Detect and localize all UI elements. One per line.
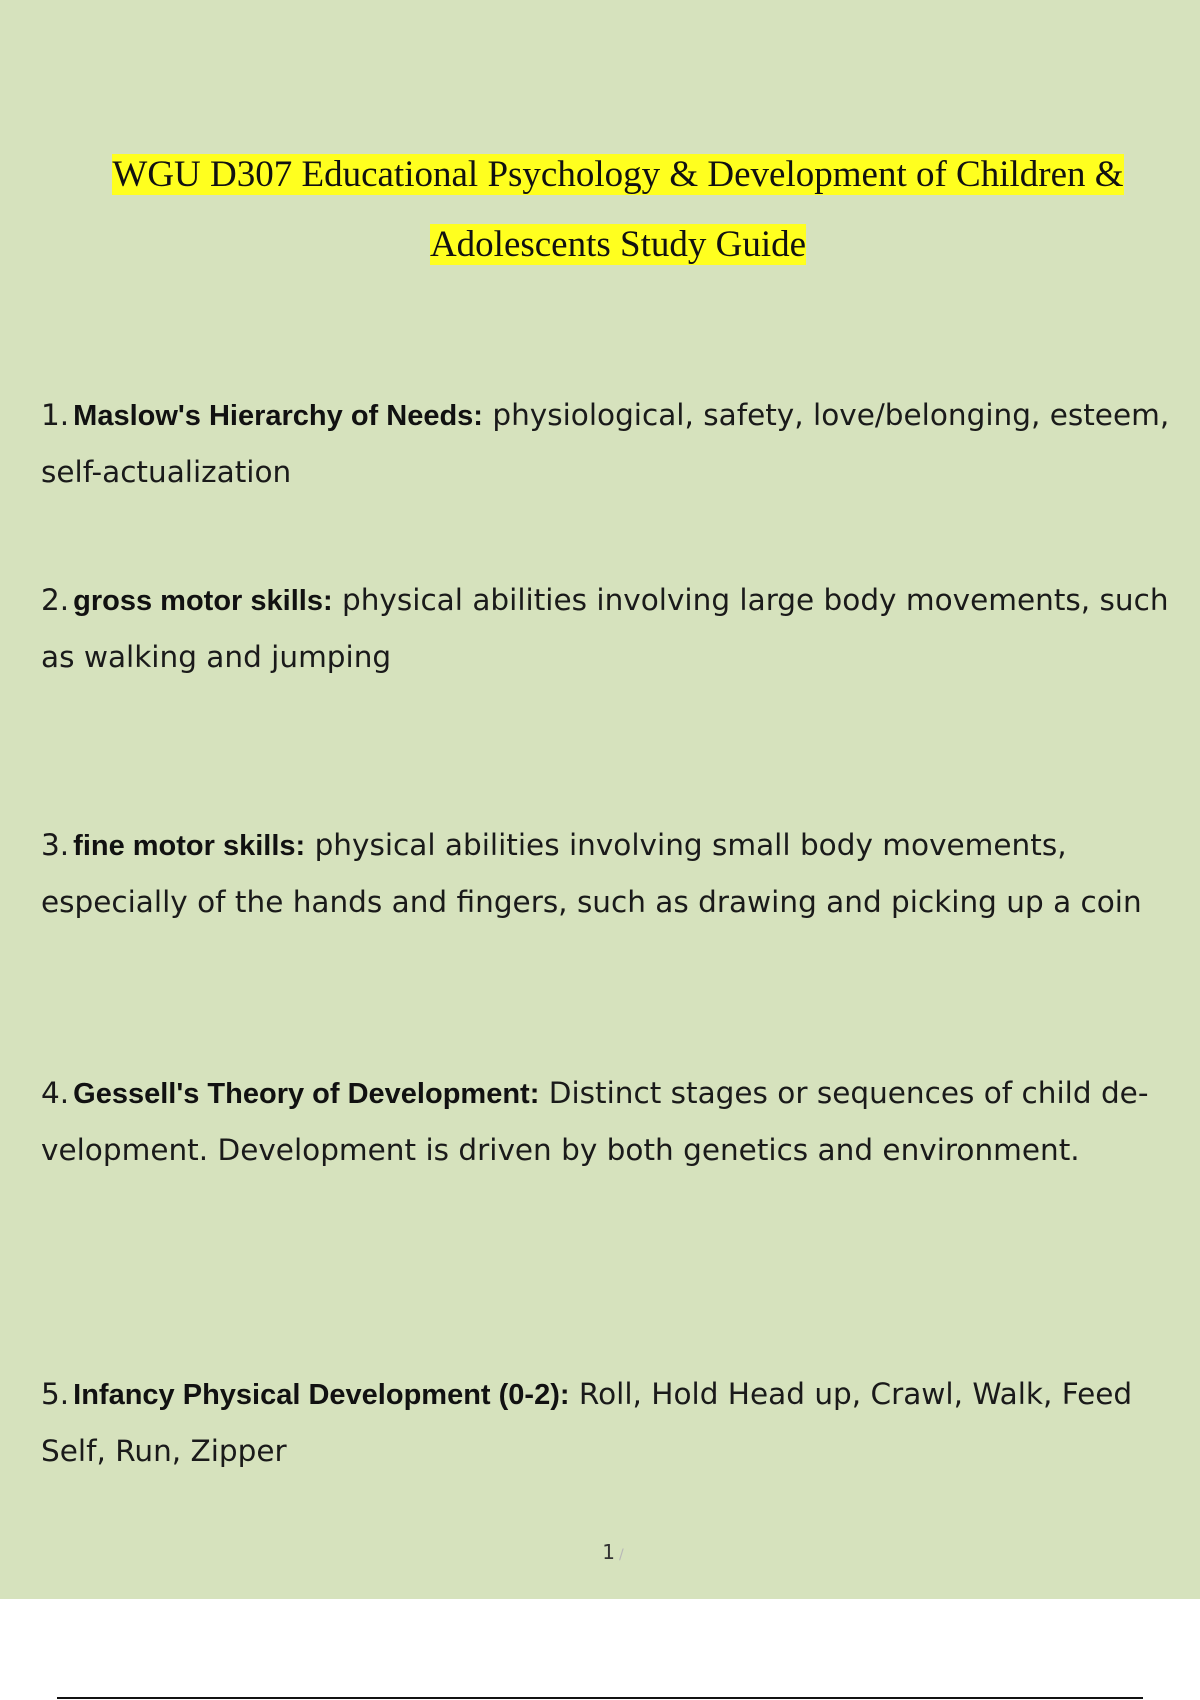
study-item-1 — [41, 387, 1191, 500]
item-number: 5. — [41, 1377, 70, 1411]
item-term: gross motor skills: — [73, 585, 333, 617]
item-definition: Roll, Hold Head up, Crawl, Walk, Feed Self, Run, Zipper — [41, 1377, 1133, 1468]
item-definition: Distinct stages or sequences of child de- velopment. Development is driven by both genetics and environment. — [41, 1076, 1149, 1167]
item-number: 4. — [41, 1076, 70, 1110]
document-title — [0, 140, 1200, 280]
title-line-1: WGU D307 Educational Psychology & Development of Children & — [112, 154, 1124, 195]
item-definition: physical abilities involving large body movements, such as walking and jumping — [41, 583, 1169, 674]
item-term: Gessell's Theory of Development: — [73, 1078, 540, 1110]
study-item-2 — [41, 572, 1191, 685]
item-number: 3. — [41, 828, 70, 862]
item-number: 1. — [41, 398, 70, 432]
page-number-separator: / — [619, 1547, 624, 1563]
item-definition: physical abilities involving small body movements, especially of the hands and fingers, such as drawing and picking up a coin — [41, 828, 1142, 919]
title-line-2: Adolescents Study Guide — [429, 224, 807, 265]
item-number: 2. — [41, 583, 70, 617]
item-definition: physiological, safety, love/belonging, esteem, self-actualization — [41, 398, 1170, 489]
study-item-5 — [41, 1366, 1191, 1479]
footer-divider — [57, 1697, 1143, 1699]
study-item-4 — [41, 1065, 1191, 1178]
item-term: Infancy Physical Development (0-2): — [73, 1379, 570, 1411]
page-number-value: 1 — [602, 1540, 615, 1564]
page-number — [0, 1540, 1200, 1564]
study-item-3 — [41, 817, 1191, 930]
item-term: fine motor skills: — [73, 830, 306, 862]
item-term: Maslow's Hierarchy of Needs: — [73, 400, 483, 432]
